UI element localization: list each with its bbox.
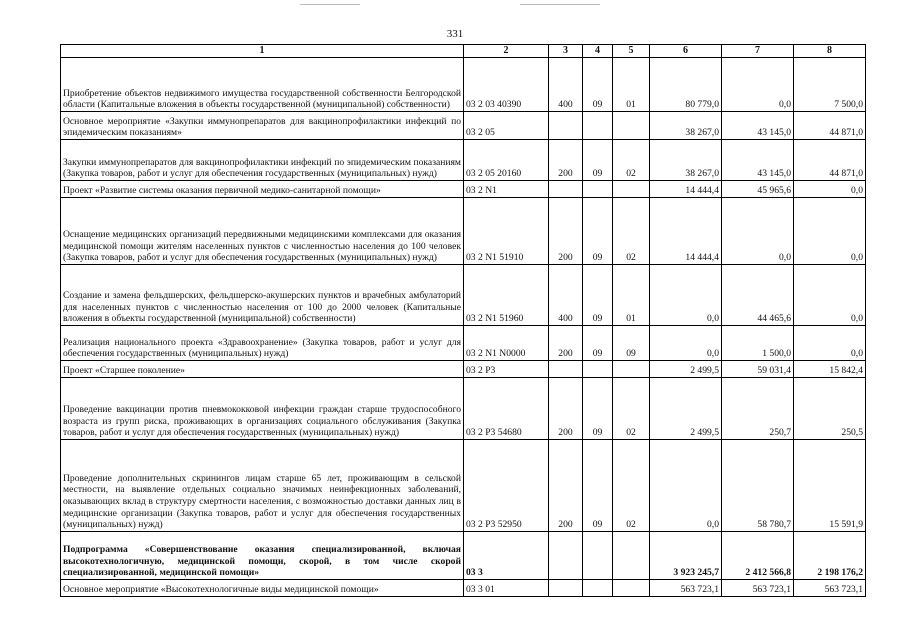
row-c3 bbox=[549, 580, 583, 597]
row-c5: 01 bbox=[613, 58, 650, 112]
row-v8: 0,0 bbox=[794, 181, 866, 198]
col-header: 5 bbox=[613, 45, 650, 58]
row-c4 bbox=[583, 532, 613, 580]
row-name: Проект «Старшее поколение» bbox=[61, 361, 464, 378]
row-c3: 200 bbox=[549, 198, 583, 265]
row-v8: 563 723,1 bbox=[794, 580, 866, 597]
row-c4 bbox=[583, 580, 613, 597]
row-c3: 200 bbox=[549, 378, 583, 440]
row-name: Проведение вакцинации против пневмококковой инфекции граждан старше трудоспособного возраста из групп риска, проживающих в организациях социального обслуживания (Закупка товаров, работ и услуг для обеспечения государственных (муниципальных) нужд) bbox=[61, 378, 464, 440]
col-header: 1 bbox=[61, 45, 464, 58]
table-row bbox=[61, 326, 866, 361]
row-name: Подпрограмма «Совершенствование оказания специализированной, включая высокотехнологичную, медицинской помощи, скорой, в том числе скорой специализированной, медицинской помощи» bbox=[61, 532, 464, 580]
row-name: Создание и замена фельдшерских, фельдшерско-акушерских пунктов и врачебных амбулаторий для населенных пунктов с численностью населения от 100 до 2000 человек (Капитальные вложения в объекты государственной (муниципальной) собственности) bbox=[61, 265, 464, 326]
row-v6: 563 723,1 bbox=[650, 580, 722, 597]
row-v6: 2 499,5 bbox=[650, 361, 722, 378]
page-number: 331 bbox=[446, 28, 464, 40]
scan-edge-line bbox=[520, 4, 600, 5]
row-c4: 09 bbox=[583, 58, 613, 112]
row-name: Реализация национального проекта «Здравоохранение» (Закупка товаров, работ и услуг для обеспечения государственных (муниципальных) нужд) bbox=[61, 326, 464, 361]
row-v6: 0,0 bbox=[650, 440, 722, 532]
row-v8: 2 198 176,2 bbox=[794, 532, 866, 580]
row-v6: 0,0 bbox=[650, 265, 722, 326]
row-c4: 09 bbox=[583, 326, 613, 361]
table-row bbox=[61, 198, 866, 265]
row-name: Основное мероприятие «Высокотехнологичные виды медицинской помощи» bbox=[61, 580, 464, 597]
row-v8: 250,5 bbox=[794, 378, 866, 440]
row-c5: 02 bbox=[613, 378, 650, 440]
row-name: Оснащение медицинских организаций передвижными медицинскими комплексами для оказания медицинской помощи жителям населенных пунктов с численностью населения до 100 человек (Закупка товаров, работ и услуг для обеспечения государственных (муниципальных) нужд) bbox=[61, 198, 464, 265]
row-c4 bbox=[583, 181, 613, 198]
row-code: 03 3 01 bbox=[464, 580, 549, 597]
scan-edge-line bbox=[300, 4, 360, 5]
row-c5 bbox=[613, 361, 650, 378]
row-c3 bbox=[549, 532, 583, 580]
row-c5: 09 bbox=[613, 326, 650, 361]
row-v7: 0,0 bbox=[722, 198, 794, 265]
row-v7: 563 723,1 bbox=[722, 580, 794, 597]
row-v8: 0,0 bbox=[794, 265, 866, 326]
row-v6: 80 779,0 bbox=[650, 58, 722, 112]
row-code: 03 2 N1 bbox=[464, 181, 549, 198]
row-c4: 09 bbox=[583, 440, 613, 532]
col-header: 4 bbox=[583, 45, 613, 58]
row-name: Приобретение объектов недвижимого имущества государственной собственности Белгородской области (Капитальные вложения в объекты государственной (муниципальной) собственности) bbox=[61, 58, 464, 112]
table-row bbox=[61, 532, 866, 580]
col-header: 8 bbox=[794, 45, 866, 58]
table-row bbox=[61, 440, 866, 532]
row-c3: 400 bbox=[549, 58, 583, 112]
row-code: 03 3 bbox=[464, 532, 549, 580]
row-code: 03 2 05 bbox=[464, 112, 549, 140]
table-row bbox=[61, 58, 866, 112]
row-c4: 09 bbox=[583, 140, 613, 181]
row-c4 bbox=[583, 112, 613, 140]
row-v7: 0,0 bbox=[722, 58, 794, 112]
row-c5 bbox=[613, 532, 650, 580]
row-code: 03 2 05 20160 bbox=[464, 140, 549, 181]
row-v6: 2 499,5 bbox=[650, 378, 722, 440]
table-row bbox=[61, 112, 866, 140]
row-c5: 02 bbox=[613, 440, 650, 532]
row-c4: 09 bbox=[583, 378, 613, 440]
row-v8: 7 500,0 bbox=[794, 58, 866, 112]
col-header: 6 bbox=[650, 45, 722, 58]
row-c3: 200 bbox=[549, 140, 583, 181]
row-v8: 0,0 bbox=[794, 326, 866, 361]
row-name: Проект «Развитие системы оказания первичной медико-санитарной помощи» bbox=[61, 181, 464, 198]
row-v6: 38 267,0 bbox=[650, 140, 722, 181]
row-v7: 1 500,0 bbox=[722, 326, 794, 361]
row-v7: 2 412 566,8 bbox=[722, 532, 794, 580]
row-v8: 15 591,9 bbox=[794, 440, 866, 532]
row-c5 bbox=[613, 112, 650, 140]
row-v8: 44 871,0 bbox=[794, 140, 866, 181]
table-row bbox=[61, 181, 866, 198]
row-c3 bbox=[549, 112, 583, 140]
row-code: 03 2 N1 N0000 bbox=[464, 326, 549, 361]
row-c5: 02 bbox=[613, 198, 650, 265]
row-v7: 43 145,0 bbox=[722, 112, 794, 140]
table-row bbox=[61, 361, 866, 378]
row-c3 bbox=[549, 361, 583, 378]
col-header: 3 bbox=[549, 45, 583, 58]
row-name: Проведение дополнительных скринингов лицам старше 65 лет, проживающим в сельской местности, на выявление отдельных социально значимых неинфекционных заболеваний, оказывающих вклад в структуру смертности населения, с возможностью доставки данных лиц в медицинские организации (Закупка товаров, работ и услуг для обеспечения государственных (муниципальных) нужд) bbox=[61, 440, 464, 532]
row-c3: 200 bbox=[549, 440, 583, 532]
table-row bbox=[61, 378, 866, 440]
table-row bbox=[61, 265, 866, 326]
row-c3: 400 bbox=[549, 265, 583, 326]
row-c4 bbox=[583, 361, 613, 378]
row-c5: 01 bbox=[613, 265, 650, 326]
row-c5 bbox=[613, 580, 650, 597]
row-c4: 09 bbox=[583, 198, 613, 265]
row-code: 03 2 N1 51910 bbox=[464, 198, 549, 265]
row-c3 bbox=[549, 181, 583, 198]
row-v6: 38 267,0 bbox=[650, 112, 722, 140]
row-code: 03 2 P3 bbox=[464, 361, 549, 378]
row-v8: 0,0 bbox=[794, 198, 866, 265]
budget-table bbox=[60, 44, 866, 597]
row-v7: 44 465,6 bbox=[722, 265, 794, 326]
row-v6: 3 923 245,7 bbox=[650, 532, 722, 580]
row-v6: 14 444,4 bbox=[650, 181, 722, 198]
row-c4: 09 bbox=[583, 265, 613, 326]
row-code: 03 2 P3 54680 bbox=[464, 378, 549, 440]
row-v7: 43 145,0 bbox=[722, 140, 794, 181]
row-v6: 0,0 bbox=[650, 326, 722, 361]
row-v7: 58 780,7 bbox=[722, 440, 794, 532]
table-row bbox=[61, 580, 866, 597]
row-c3: 200 bbox=[549, 326, 583, 361]
row-name: Закупки иммунопрепаратов для вакцинопрофилактики инфекций по эпидемическим показаниям (Закупка товаров, работ и услуг для обеспечения государственных (муниципальных) нужд) bbox=[61, 140, 464, 181]
row-v7: 250,7 bbox=[722, 378, 794, 440]
col-header: 7 bbox=[722, 45, 794, 58]
row-v6: 14 444,4 bbox=[650, 198, 722, 265]
table-row bbox=[61, 140, 866, 181]
row-v7: 45 965,6 bbox=[722, 181, 794, 198]
row-code: 03 2 N1 51960 bbox=[464, 265, 549, 326]
row-c5: 02 bbox=[613, 140, 650, 181]
row-v7: 59 031,4 bbox=[722, 361, 794, 378]
row-v8: 44 871,0 bbox=[794, 112, 866, 140]
header-row bbox=[61, 45, 866, 58]
col-header: 2 bbox=[464, 45, 549, 58]
row-name: Основное мероприятие «Закупки иммунопрепаратов для вакцинопрофилактики инфекций по эпидемическим показаниям» bbox=[61, 112, 464, 140]
row-code: 03 2 03 40390 bbox=[464, 58, 549, 112]
row-v8: 15 842,4 bbox=[794, 361, 866, 378]
row-code: 03 2 P3 52950 bbox=[464, 440, 549, 532]
row-c5 bbox=[613, 181, 650, 198]
